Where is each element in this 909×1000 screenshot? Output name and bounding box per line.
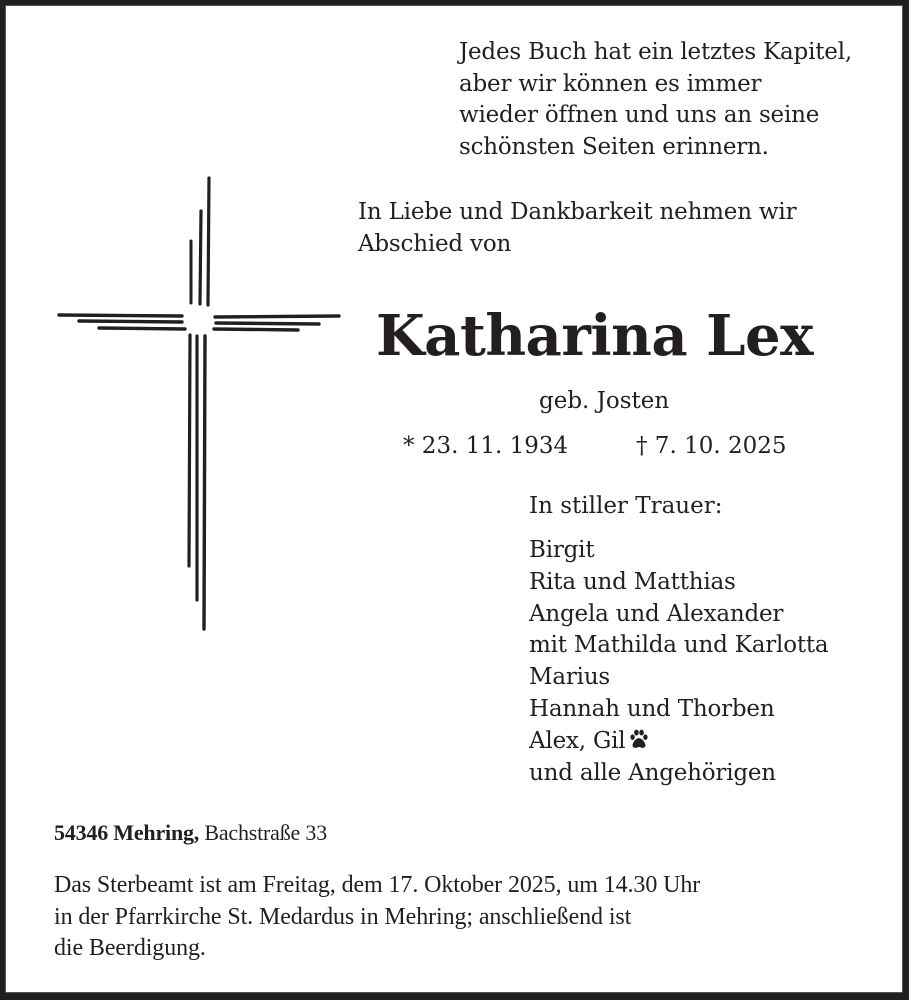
service-line: die Beerdigung.	[54, 935, 206, 961]
motto-line: wieder öffnen und uns an seine	[459, 102, 820, 128]
motto-quote	[459, 37, 852, 163]
mourner-item-text: Alex, Gil	[529, 727, 626, 754]
service-line: Das Sterbeamt ist am Freitag, dem 17. Oktober 2025, um 14.30 Uhr	[54, 872, 701, 898]
motto-line: Jedes Buch hat ein letztes Kapitel,	[459, 39, 852, 65]
mourner-item: Hannah und Thorben	[529, 695, 775, 722]
paw-print-icon	[628, 728, 650, 750]
intro-line: Abschied von	[358, 230, 512, 257]
mourner-item: Birgit	[529, 537, 595, 563]
mourner-item: Marius	[529, 664, 611, 691]
mourner-item: und alle Angehörigen	[529, 759, 776, 786]
intro-text	[358, 197, 796, 260]
address-street: Bachstraße 33	[199, 820, 328, 845]
deceased-name: Katharina Lex	[376, 303, 813, 369]
address	[54, 818, 327, 848]
birth-date: * 23. 11. 1934	[403, 433, 569, 459]
mourner-item	[529, 726, 828, 758]
obituary-notice	[5, 5, 903, 993]
mourner-item: Rita und Matthias	[529, 568, 736, 595]
service-info	[54, 870, 700, 965]
death-date: † 7. 10. 2025	[636, 433, 787, 459]
mourner-item: mit Mathilda und Karlotta	[529, 632, 829, 659]
maiden-name: geb. Josten	[539, 388, 670, 414]
motto-line: aber wir können es immer	[459, 70, 762, 97]
mourner-item: Angela und Alexander	[529, 600, 784, 627]
address-city: 54346 Mehring,	[54, 820, 200, 845]
motto-line: schönsten Seiten erinnern.	[459, 133, 769, 160]
intro-line: In Liebe und Dankbarkeit nehmen wir	[358, 199, 797, 225]
service-line: in der Pfarrkirche St. Medardus in Mehring; anschließend ist	[54, 903, 632, 930]
mourning-heading: In stiller Trauer:	[529, 493, 723, 519]
mourners-list	[529, 535, 828, 789]
cross-icon	[56, 174, 346, 634]
